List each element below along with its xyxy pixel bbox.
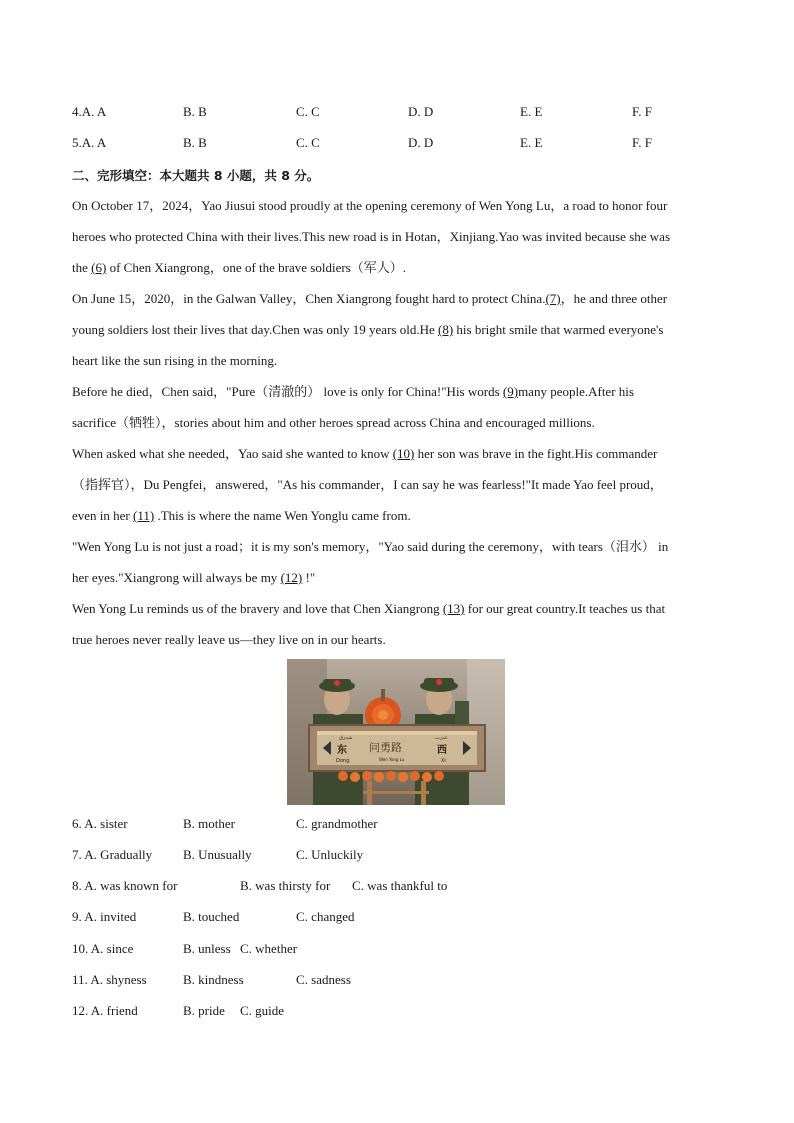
question-option-c[interactable]: C. sadness bbox=[296, 972, 351, 987]
question-option-b[interactable]: B. pride bbox=[183, 1003, 225, 1018]
question-option-a[interactable]: 11. A. shyness bbox=[72, 972, 147, 987]
answer-option: C. C bbox=[296, 135, 320, 150]
question-option-a[interactable]: 6. A. sister bbox=[72, 816, 128, 831]
blank-9[interactable]: (9) bbox=[502, 384, 519, 399]
passage-line: "Wen Yong Lu is not just a road；it is my son's memory，"Yao said during the ceremony，with tears（泪水） in bbox=[72, 539, 669, 554]
passage-line: On June 15，2020，in the Galwan Valley，Chen Xiangrong fought hard to protect China.(7)，he and three other bbox=[72, 291, 668, 306]
blank-11[interactable]: (11) bbox=[133, 508, 155, 523]
sign-right-arabic: غەرب bbox=[435, 735, 448, 741]
question-option-a[interactable]: 8. A. was known for bbox=[72, 878, 178, 893]
section-heading: 二、完形填空：本大题共 8 小题，共 8 分。 bbox=[72, 168, 320, 183]
sign-center-cn: 问勇路 bbox=[369, 741, 402, 754]
question-option-c[interactable]: C. guide bbox=[240, 1003, 285, 1018]
question-option-b[interactable]: B. Unusually bbox=[183, 847, 252, 862]
answer-option: E. E bbox=[520, 135, 543, 150]
blank-13[interactable]: (13) bbox=[442, 601, 465, 616]
answer-option: E. E bbox=[520, 104, 543, 119]
blank-8[interactable]: (8) bbox=[438, 322, 454, 337]
answer-option: F. F bbox=[632, 104, 652, 119]
passage-line: heroes who protected China with their lives.This new road is in Hotan，Xinjiang.Yao was invited because she was bbox=[72, 229, 670, 244]
question-option-c[interactable]: C. grandmother bbox=[296, 816, 378, 831]
question-option-c[interactable]: C. Unluckily bbox=[296, 847, 364, 862]
passage-line: On October 17，2024，Yao Jiusui stood proudly at the opening ceremony of Wen Yong Lu，a road to honor four bbox=[72, 198, 668, 213]
passage-line: her eyes."Xiangrong will always be my (12) !" bbox=[72, 570, 316, 585]
question-option-c[interactable]: C. changed bbox=[296, 909, 355, 924]
answer-option: B. B bbox=[183, 135, 207, 150]
blank-12[interactable]: (12) bbox=[280, 570, 303, 585]
question-option-b[interactable]: B. kindness bbox=[183, 972, 244, 987]
answer-option: 5.A. A bbox=[72, 135, 107, 150]
question-option-b[interactable]: B. unless bbox=[183, 941, 231, 956]
passage-line: （指挥官），Du Pengfei，answered，"As his commander，I can say he was fearless!"It made Yao feel proud， bbox=[72, 477, 663, 492]
question-option-c[interactable]: C. whether bbox=[240, 941, 298, 956]
sign-left-cn: 东 bbox=[337, 745, 347, 756]
question-option-a[interactable]: 7. A. Gradually bbox=[72, 847, 153, 862]
sign-right-cn: 西 bbox=[437, 745, 447, 756]
question-option-b[interactable]: B. touched bbox=[183, 909, 240, 924]
answer-option: F. F bbox=[632, 135, 652, 150]
blank-6[interactable]: (6) bbox=[91, 260, 107, 275]
passage-line: sacrifice（牺牲），stories about him and other heroes spread across China and encouraged millions. bbox=[72, 415, 595, 430]
question-option-b[interactable]: B. was thirsty for bbox=[240, 878, 331, 893]
question-option-c[interactable]: C. was thankful to bbox=[352, 878, 448, 893]
blank-7[interactable]: (7) bbox=[545, 291, 561, 306]
answer-option: B. B bbox=[183, 104, 207, 119]
passage-line: Wen Yong Lu reminds us of the bravery and love that Chen Xiangrong (13) for our great country.It teaches us that bbox=[72, 601, 666, 616]
passage-line: even in her (11) .This is where the name Wen Yonglu came from. bbox=[72, 508, 411, 523]
sign-left-pinyin: Dong bbox=[336, 758, 350, 764]
passage-line: young soldiers lost their lives that day.Chen was only 19 years old.He (8) his bright smile that warmed everyone's bbox=[72, 322, 664, 337]
question-option-a[interactable]: 12. A. friend bbox=[72, 1003, 138, 1018]
answer-option: C. C bbox=[296, 104, 320, 119]
passage-line: true heroes never really leave us—they live on in our hearts. bbox=[72, 632, 386, 647]
answer-option: D. D bbox=[408, 135, 434, 150]
passage-line: Before he died，Chen said，"Pure（清澈的） love is only for China!"His words (9)many people.After his bbox=[72, 384, 634, 399]
passage-line: the (6) of Chen Xiangrong，one of the brave soldiers（军人）. bbox=[72, 260, 406, 275]
ceremony-photo bbox=[287, 659, 505, 805]
cloze-passage bbox=[72, 190, 722, 655]
sign-center-pinyin: Wen Yong Lu bbox=[379, 757, 405, 762]
answer-option: D. D bbox=[408, 104, 434, 119]
passage-line: heart like the sun rising in the morning. bbox=[72, 353, 278, 368]
passage-line: When asked what she needed，Yao said she wanted to know (10) her son was brave in the fight.His commander bbox=[72, 446, 658, 461]
sign-right-pinyin: Xi bbox=[441, 758, 446, 764]
ribbon-decoration bbox=[338, 771, 444, 782]
question-option-b[interactable]: B. mother bbox=[183, 816, 235, 831]
sign-left-arabic: شەرق bbox=[339, 735, 353, 741]
blank-10[interactable]: (10) bbox=[392, 446, 415, 461]
question-option-a[interactable]: 9. A. invited bbox=[72, 909, 137, 924]
question-option-a[interactable]: 10. A. since bbox=[72, 941, 134, 956]
answer-option: 4.A. A bbox=[72, 104, 107, 119]
